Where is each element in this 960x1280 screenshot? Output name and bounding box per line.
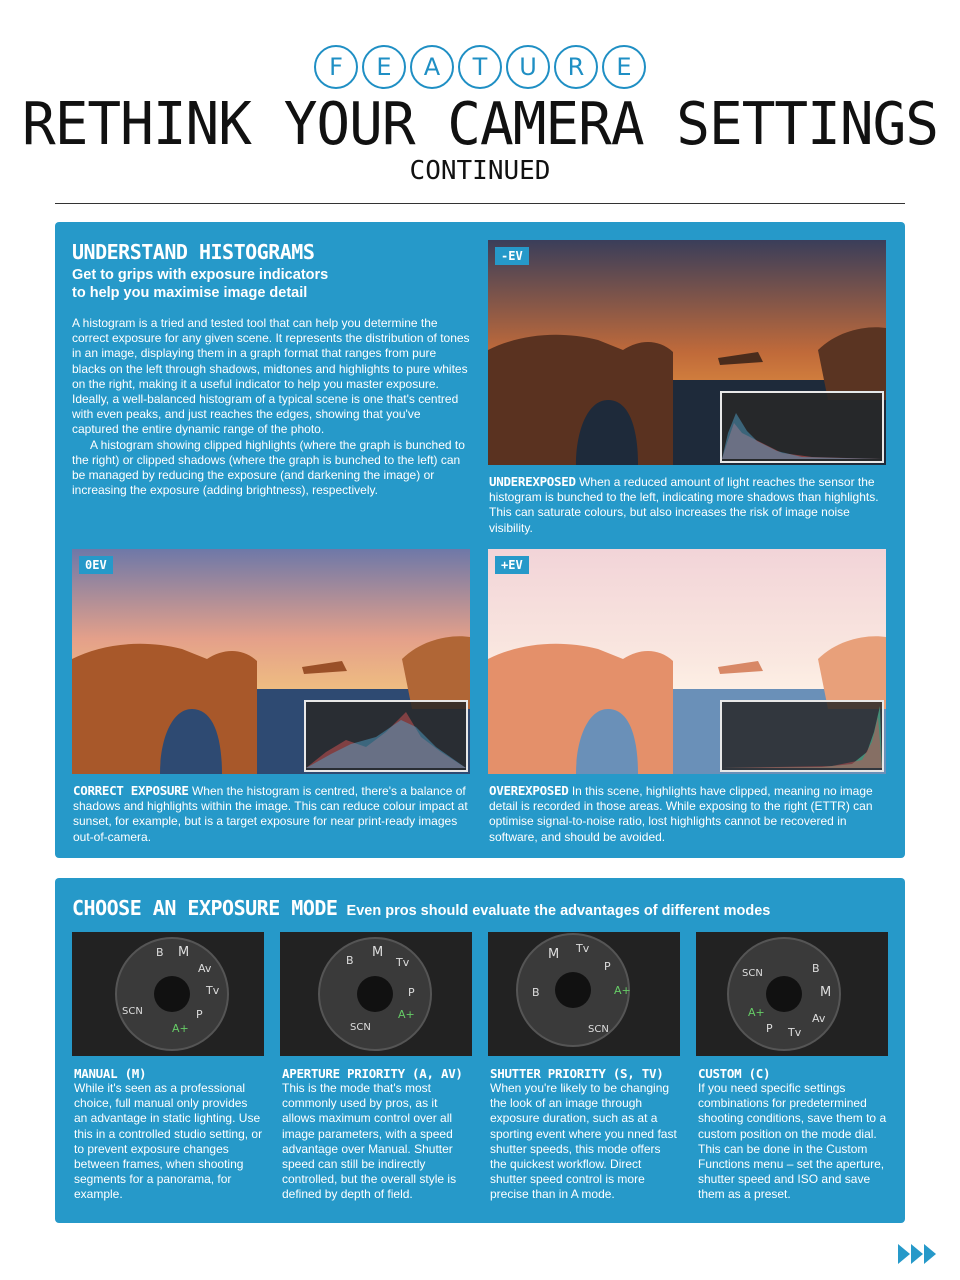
svg-text:M: M bbox=[372, 945, 384, 960]
svg-text:Tv: Tv bbox=[788, 1026, 802, 1039]
histograms-body-1: A histogram is a tried and tested tool that can help you determine the correct exposure for any given scene. It represents the distribution of tones in an image, displaying them in a graph format that ranges from pure blacks on the left through shadows, midtones and highlights to pure whites on the right, making it a useful indicator to help you master exposure. Ideally, a well-balanced histogram of a typical scene is one that's centred with even peaks, and just reaches the edges, showing that you've captured the entire dynamic range of the photo. bbox=[72, 316, 470, 437]
mode-title: APERTURE PRIORITY (A, AV) bbox=[282, 1066, 463, 1081]
page-subtitle: CONTINUED bbox=[409, 156, 551, 186]
histograms-body-2: A histogram showing clipped highlights (where the graph is bunched to the right) or clipped shadows (where the graph is bunched to the left) can be managed by reducing the exposure (and darkening the image) or increasing the exposure (adding brightness), respectively. bbox=[72, 437, 465, 498]
caption-text: When the histogram is centred, there's a balance of shadows and highlights within the image. This can reduce colour impact at sunset, for example, but is a target exposure for near print-ready images out-of-camera. bbox=[73, 784, 468, 844]
histogram-overlay bbox=[720, 391, 884, 463]
mode-column-manual bbox=[74, 1066, 264, 1203]
caption-text: In this scene, highlights have clipped, meaning no image detail is recorded in those areas. While exposing to the right (ETTR) can optimise signal-to-noise ratio, lost highlights cannot be recovered in software, and should be avoided. bbox=[489, 784, 873, 844]
feature-letter: R bbox=[554, 45, 598, 89]
svg-text:P: P bbox=[196, 1008, 203, 1021]
divider bbox=[55, 203, 905, 204]
feature-letter: F bbox=[314, 45, 358, 89]
feature-letter: U bbox=[506, 45, 550, 89]
mode-column-custom bbox=[698, 1066, 888, 1203]
underexposed-photo bbox=[488, 240, 886, 465]
svg-text:P: P bbox=[604, 960, 611, 973]
svg-text:Av: Av bbox=[198, 962, 212, 975]
svg-text:Tv: Tv bbox=[396, 956, 410, 969]
histogram-overlay bbox=[720, 700, 884, 772]
camera-dial-image bbox=[72, 932, 264, 1056]
camera-dial-image bbox=[696, 932, 888, 1056]
histogram-overlay bbox=[304, 700, 468, 772]
page-title: RETHINK YOUR CAMERA SETTINGS bbox=[21, 90, 938, 159]
ev-tag: +EV bbox=[495, 556, 529, 574]
overexposed-caption bbox=[489, 783, 887, 845]
feature-letter: A bbox=[410, 45, 454, 89]
mode-column-shutter bbox=[490, 1066, 680, 1203]
mode-body: While it's seen as a professional choice, full manual only provides an advantage in static lighting. Use this in a controlled studio setting, or to prevent exposure changes between frames, when shooting segments for a panorama, for example. bbox=[74, 1081, 263, 1202]
mode-title: SHUTTER PRIORITY (S, TV) bbox=[490, 1066, 664, 1081]
svg-text:SCN: SCN bbox=[588, 1024, 609, 1035]
mode-title: MANUAL (M) bbox=[74, 1066, 147, 1081]
mode-dial-icon bbox=[72, 932, 264, 1056]
overexposed-photo bbox=[488, 549, 886, 774]
mode-body: If you need specific settings combinations for predetermined shooting conditions, save them to a custom position on the mode dial. This can be done in the Custom Functions menu – set the aperture, shutter speed and ISO and save them as a preset. bbox=[698, 1081, 887, 1202]
caption-heading: OVEREXPOSED bbox=[489, 783, 569, 798]
svg-text:A+: A+ bbox=[614, 984, 631, 997]
modes-heading: CHOOSE AN EXPOSURE MODE bbox=[72, 896, 338, 920]
ev-tag: -EV bbox=[495, 247, 529, 265]
mode-dial-icon bbox=[280, 932, 472, 1056]
svg-text:B: B bbox=[346, 954, 354, 967]
svg-text:SCN: SCN bbox=[742, 968, 763, 979]
next-page-icon[interactable] bbox=[898, 1242, 938, 1270]
caption-heading: CORRECT EXPOSURE bbox=[73, 783, 189, 798]
mode-title: CUSTOM (C) bbox=[698, 1066, 771, 1081]
correct-exposure-caption bbox=[73, 783, 471, 845]
mode-body: When you're likely to be changing the look of an image through exposure duration, such as at a sporting event where you nned fast shutter speeds, this mode offers the quickest workflow. Direct shutter speed control is more precise than in A mode. bbox=[490, 1081, 677, 1202]
histograms-panel bbox=[55, 222, 905, 858]
mode-body: This is the mode that's most commonly used by pros, as it allows maximum control over all image parameters, with a speed advantage over Manual. Shutter speed can still be indirectly controlled, but the overall style is defined by depth of field. bbox=[282, 1081, 457, 1202]
svg-text:P: P bbox=[766, 1022, 773, 1035]
svg-text:M: M bbox=[178, 945, 190, 960]
feature-label bbox=[0, 45, 960, 89]
svg-text:B: B bbox=[812, 962, 820, 975]
camera-dial-image bbox=[280, 932, 472, 1056]
mode-dial-icon bbox=[488, 932, 680, 1056]
svg-text:A+: A+ bbox=[398, 1008, 415, 1021]
svg-text:SCN: SCN bbox=[350, 1022, 371, 1033]
feature-letter: E bbox=[602, 45, 646, 89]
histogram-graph bbox=[306, 702, 466, 770]
camera-dial-image bbox=[488, 932, 680, 1056]
svg-text:Tv: Tv bbox=[576, 942, 590, 955]
feature-letter: T bbox=[458, 45, 502, 89]
modes-lead: Even pros should evaluate the advantages of different modes bbox=[346, 903, 771, 919]
mode-column-aperture bbox=[282, 1066, 472, 1203]
svg-text:Tv: Tv bbox=[206, 984, 220, 997]
mode-dial-icon bbox=[696, 932, 888, 1056]
svg-text:B: B bbox=[532, 986, 540, 999]
ev-tag: 0EV bbox=[79, 556, 113, 574]
histograms-lead: Get to grips with exposure indicators to help you maximise image detail bbox=[72, 267, 329, 301]
svg-text:A+: A+ bbox=[748, 1006, 765, 1019]
svg-text:P: P bbox=[408, 986, 415, 999]
svg-text:M: M bbox=[820, 985, 832, 1000]
underexposed-caption bbox=[489, 474, 887, 536]
svg-text:SCN: SCN bbox=[122, 1006, 143, 1017]
svg-text:M: M bbox=[548, 947, 560, 962]
caption-text: When a reduced amount of light reaches the sensor the histogram is bunched to the left, indicating more shadows than highlights. This can saturate colours, but also increases the risk of image noise visibility. bbox=[489, 475, 879, 535]
caption-heading: UNDEREXPOSED bbox=[489, 474, 576, 489]
histograms-heading: UNDERSTAND HISTOGRAMS bbox=[72, 240, 315, 264]
triple-chevron-icon bbox=[898, 1242, 938, 1266]
histogram-graph bbox=[722, 393, 882, 461]
svg-text:A+: A+ bbox=[172, 1022, 189, 1035]
feature-letter: E bbox=[362, 45, 406, 89]
svg-text:Av: Av bbox=[812, 1012, 826, 1025]
histogram-graph bbox=[722, 702, 882, 770]
svg-text:B: B bbox=[156, 946, 164, 959]
correct-exposure-photo bbox=[72, 549, 470, 774]
